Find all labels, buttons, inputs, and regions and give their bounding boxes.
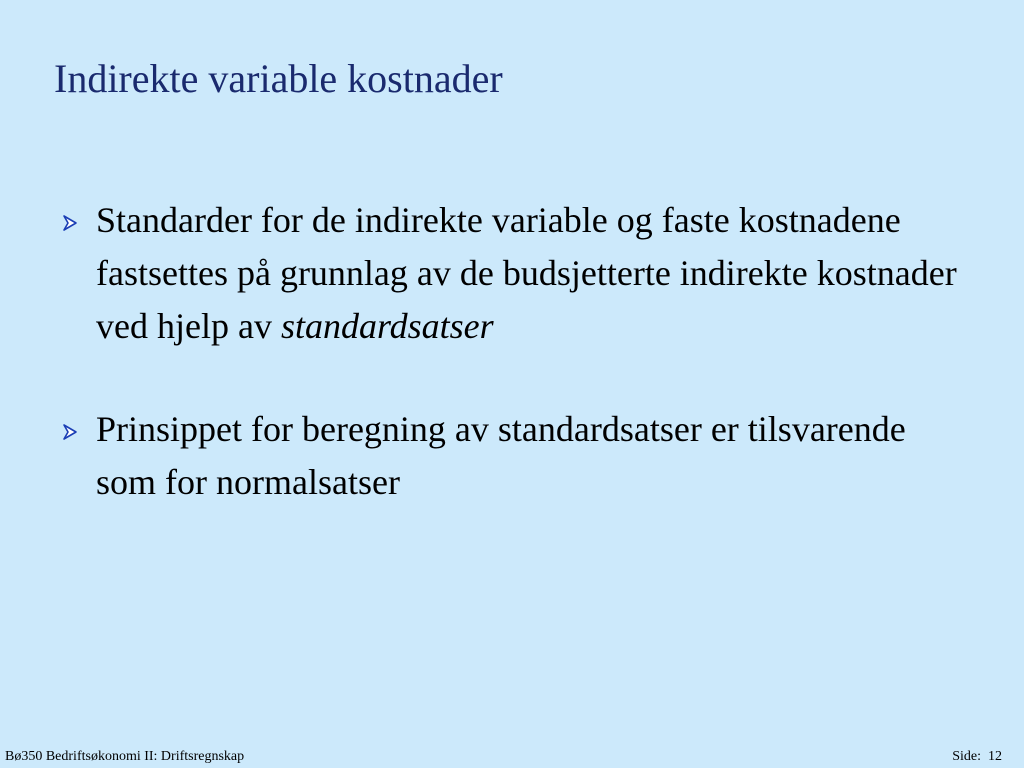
page-label: Side: [952, 749, 981, 764]
footer-course: Bø350 Bedriftsøkonomi II: Driftsregnskap [5, 749, 245, 764]
footer-page [952, 749, 1002, 765]
bullet-list [60, 194, 960, 509]
bullet-item [60, 194, 960, 353]
bullet-item [60, 403, 960, 509]
bullet-text: Prinsippet for beregning av standardsatser er tilsvarende som for normalsatser [96, 409, 906, 502]
arrow-bullet-icon [61, 423, 79, 441]
page-number: 12 [988, 749, 1002, 764]
arrow-bullet-icon [61, 214, 79, 232]
bullet-emphasis: standardsatser [280, 306, 494, 346]
slide-title: Indirekte variable kostnader [54, 56, 503, 101]
bullet-text: Standarder for de indirekte variable og faste kostnadene fastsettes på grunnlag av de budsjetterte indirekte kostnader ved hjelp av [96, 200, 957, 346]
